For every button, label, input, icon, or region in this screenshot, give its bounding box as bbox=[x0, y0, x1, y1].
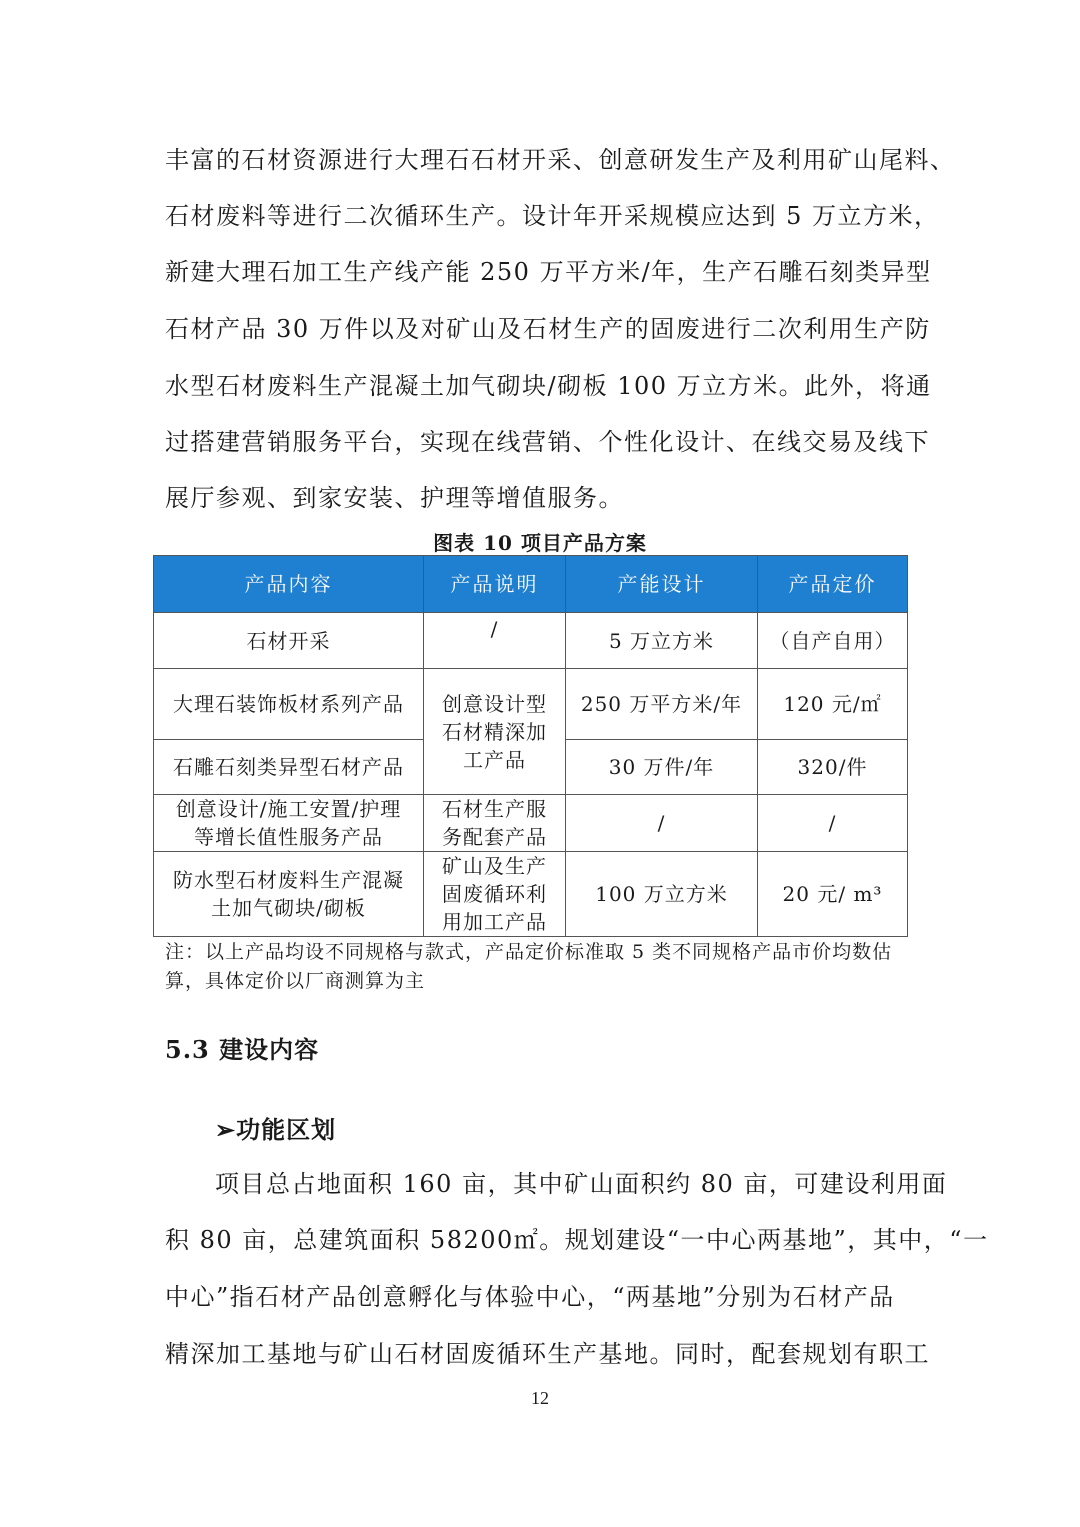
section-line-3: 中心”指石材产品创意孵化与体验中心，“两基地”分别为石材产品 bbox=[165, 1283, 895, 1311]
header-capacity: 产能设计 bbox=[566, 556, 758, 613]
table-row bbox=[154, 669, 908, 740]
intro-line-3: 新建大理石加工生产线产能 250 万平方米/年，生产石雕石刻类异型 bbox=[165, 258, 932, 286]
cell-content: 创意设计/施工安置/护理等增长值性服务产品 bbox=[154, 795, 424, 852]
cell-description: 石材生产服务配套产品 bbox=[424, 795, 566, 852]
table-row bbox=[154, 613, 908, 669]
cell-capacity: 5 万立方米 bbox=[566, 613, 758, 669]
cell-capacity: 100 万立方米 bbox=[566, 852, 758, 937]
cell-description: 创意设计型石材精深加工产品 bbox=[424, 669, 566, 795]
section-line-2: 积 80 亩，总建筑面积 58200㎡。规划建设“一中心两基地”，其中，“一 bbox=[165, 1226, 989, 1254]
cell-price: 320/件 bbox=[758, 740, 908, 795]
table-header-row bbox=[154, 556, 908, 613]
table-row bbox=[154, 852, 908, 937]
cell-capacity: 30 万件/年 bbox=[566, 740, 758, 795]
cell-price: / bbox=[758, 795, 908, 852]
intro-line-5: 水型石材废料生产混凝土加气砌块/砌板 100 万立方米。此外，将通 bbox=[165, 372, 932, 400]
cell-description: 矿山及生产固废循环利用加工产品 bbox=[424, 852, 566, 937]
table-row bbox=[154, 795, 908, 852]
subsection-heading: ➢功能区划 bbox=[215, 1115, 337, 1144]
cell-price: 20 元/ m³ bbox=[758, 852, 908, 937]
cell-price: （自产自用） bbox=[758, 613, 908, 669]
intro-line-6: 过搭建营销服务平台，实现在线营销、个性化设计、在线交易及线下 bbox=[165, 428, 930, 456]
cell-capacity: / bbox=[566, 795, 758, 852]
header-content: 产品内容 bbox=[154, 556, 424, 613]
header-description: 产品说明 bbox=[424, 556, 566, 613]
table-note: 注：以上产品均设不同规格与款式，产品定价标准取 5 类不同规格产品市价均数估算，具体定价以厂商测算为主 bbox=[165, 941, 893, 992]
cell-content: 大理石装饰板材系列产品 bbox=[154, 669, 424, 740]
intro-line-7: 展厅参观、到家安装、护理等增值服务。 bbox=[165, 484, 624, 512]
intro-line-1: 丰富的石材资源进行大理石石材开采、创意研发生产及利用矿山尾料、 bbox=[165, 146, 956, 174]
section-line-1: 项目总占地面积 160 亩，其中矿山面积约 80 亩，可建设利用面 bbox=[215, 1170, 948, 1198]
intro-line-2: 石材废料等进行二次循环生产。设计年开采规模应达到 5 万立方米， bbox=[165, 202, 940, 230]
cell-description: / bbox=[424, 613, 566, 669]
page-number: 12 bbox=[531, 1388, 549, 1408]
cell-content: 石雕石刻类异型石材产品 bbox=[154, 740, 424, 795]
table-caption: 图表 10 项目产品方案 bbox=[433, 531, 647, 555]
header-price: 产品定价 bbox=[758, 556, 908, 613]
section-heading: 5.3 建设内容 bbox=[165, 1035, 320, 1064]
product-table bbox=[153, 555, 908, 937]
section-line-4: 精深加工基地与矿山石材固废循环生产基地。同时，配套规划有职工 bbox=[165, 1340, 930, 1368]
cell-content: 石材开采 bbox=[154, 613, 424, 669]
cell-capacity: 250 万平方米/年 bbox=[566, 669, 758, 740]
cell-price: 120 元/㎡ bbox=[758, 669, 908, 740]
cell-content: 防水型石材废料生产混凝土加气砌块/砌板 bbox=[154, 852, 424, 937]
intro-line-4: 石材产品 30 万件以及对矿山及石材生产的固废进行二次利用生产防 bbox=[165, 315, 931, 343]
